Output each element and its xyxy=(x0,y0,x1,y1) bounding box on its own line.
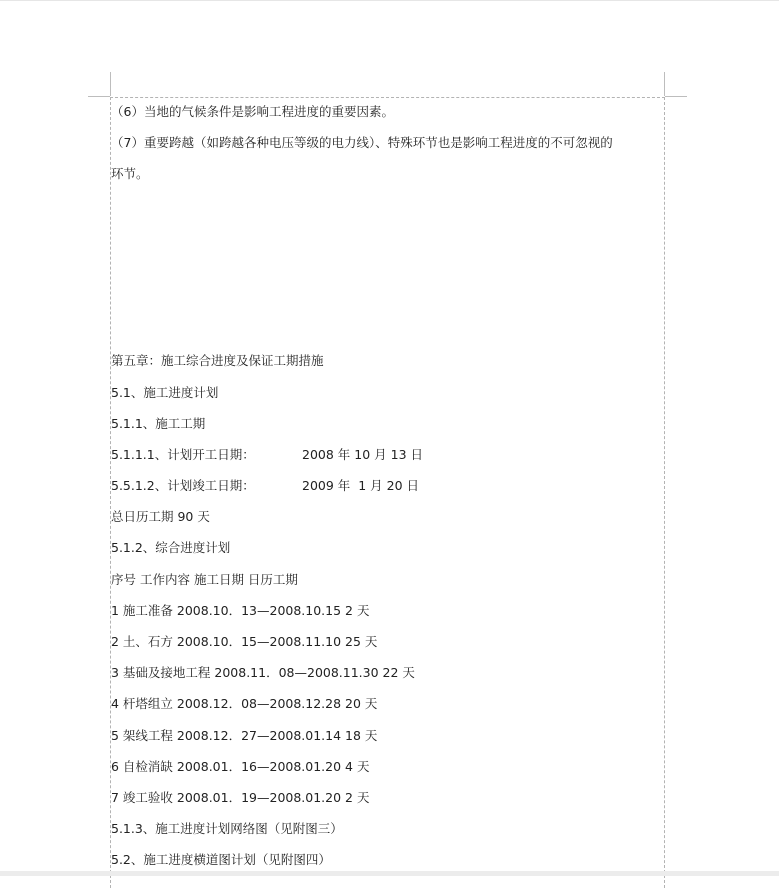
section-heading-5-1-1: 5.1.1、施工工期 xyxy=(111,416,206,431)
schedule-row: 1 施工准备 2008.10．13—2008.10.15 2 天 xyxy=(111,603,370,618)
paragraph-crossing-line-2: 环节。 xyxy=(111,166,149,181)
schedule-header: 序号 工作内容 施工日期 日历工期 xyxy=(111,572,298,587)
section-heading-5-1-2: 5.1.2、综合进度计划 xyxy=(111,540,231,555)
schedule-row: 5 架线工程 2008.12．27—2008.01.14 18 天 xyxy=(111,728,378,743)
section-heading-5-2: 5.2、施工进度横道图计划（见附图四） xyxy=(111,852,331,867)
section-heading-5-1-3: 5.1.3、施工进度计划网络图（见附图三） xyxy=(111,821,343,836)
paragraph-climate: （6）当地的气候条件是影响工程进度的重要因素。 xyxy=(111,104,394,119)
end-date-label: 5.5.1.2、计划竣工日期： xyxy=(111,478,255,493)
margin-corner-mark xyxy=(110,72,111,96)
start-date-label: 5.1.1.1、计划开工日期： xyxy=(111,447,255,462)
total-duration: 总日历工期 90 天 xyxy=(111,509,210,524)
paragraph-crossing-line-1: （7）重要跨越（如跨越各种电压等级的电力线）、特殊环节也是影响工程进度的不可忽视的 xyxy=(111,135,613,150)
chapter-title: 第五章：施工综合进度及保证工期措施 xyxy=(111,353,324,368)
margin-corner-mark xyxy=(88,96,110,97)
schedule-row: 4 杆塔组立 2008.12．08—2008.12.28 20 天 xyxy=(111,696,378,711)
start-date-value: 2008 年 10 月 13 日 xyxy=(302,447,423,462)
schedule-row: 3 基础及接地工程 2008.11．08—2008.11.30 22 天 xyxy=(111,665,415,680)
margin-corner-mark xyxy=(665,96,687,97)
margin-corner-mark xyxy=(664,72,665,96)
section-heading-5-1: 5.1、施工进度计划 xyxy=(111,385,219,400)
schedule-row: 6 自检消缺 2008.01．16—2008.01.20 4 天 xyxy=(111,759,370,774)
bottom-divider xyxy=(0,871,779,876)
end-date-value: 2009 年 1 月 20 日 xyxy=(302,478,420,493)
schedule-row: 2 土、石方 2008.10．15—2008.11.10 25 天 xyxy=(111,634,378,649)
top-divider xyxy=(0,0,779,1)
schedule-row: 7 竣工验收 2008.01．19—2008.01.20 2 天 xyxy=(111,790,370,805)
